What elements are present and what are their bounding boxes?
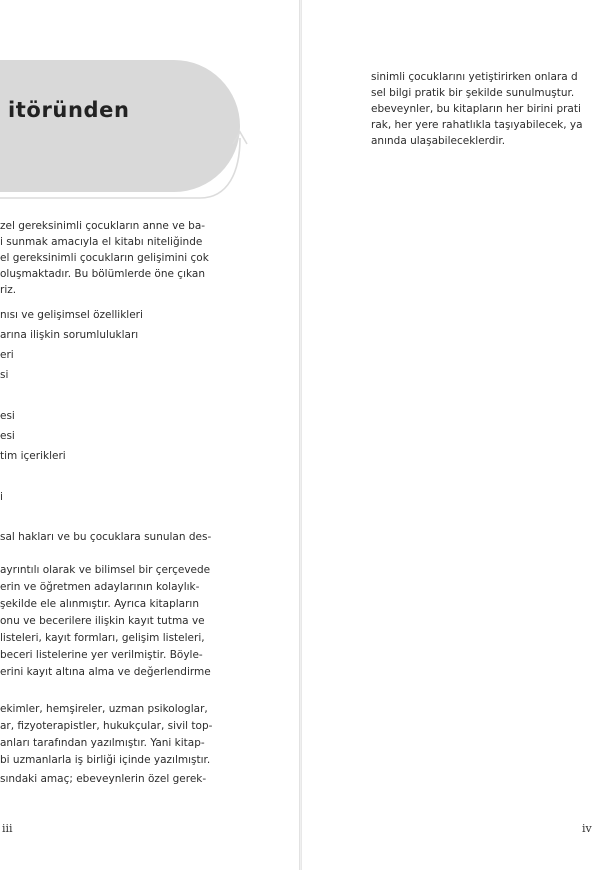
text-line: ayrıntılı olarak ve bilimsel bir çerçevede bbox=[0, 564, 211, 576]
text-line: beceri listelerine yer verilmiştir. Böyle- bbox=[0, 649, 203, 661]
text-line: i sunmak amacıyla el kitabı niteliğinde bbox=[0, 236, 203, 248]
text-line: ebeveynler, bu kitapların her birini prati bbox=[371, 103, 581, 115]
text-line: sındaki amaç; ebeveynlerin özel gerek- bbox=[0, 773, 207, 785]
text-line: sel bilgi pratik bir şekilde sunulmuştur. bbox=[371, 87, 575, 99]
text-line: oluşmaktadır. Bu bölümlerde öne çıkan bbox=[0, 268, 205, 280]
text-line: zel gereksinimli çocukların anne ve ba- bbox=[0, 220, 206, 232]
right-page bbox=[302, 0, 600, 870]
text-line: erin ve öğretmen adaylarının kolaylık- bbox=[0, 581, 200, 593]
page-number: iii bbox=[2, 822, 13, 835]
list-item: sal hakları ve bu çocuklara sunulan des- bbox=[0, 531, 212, 543]
list-item: esi bbox=[0, 410, 15, 422]
list-item: i bbox=[0, 491, 3, 503]
list-item: arına ilişkin sorumlulukları bbox=[0, 329, 139, 341]
curved-arrow-icon bbox=[0, 120, 300, 210]
list-item: esi bbox=[0, 430, 15, 442]
text-line: ekimler, hemşireler, uzman psikologlar, bbox=[0, 703, 208, 715]
text-line: sinimli çocuklarını yetiştirirken onlara d bbox=[371, 71, 578, 83]
text-line: bi uzmanlarla iş birliği içinde yazılmıştır. bbox=[0, 754, 211, 766]
chapter-heading: itöründen bbox=[8, 98, 130, 122]
list-item: eri bbox=[0, 349, 14, 361]
text-line: rak, her yere rahatlıkla taşıyabilecek, ya bbox=[371, 119, 583, 131]
text-line: anında ulaşabileceklerdir. bbox=[371, 135, 506, 147]
list-item: nısı ve gelişimsel özellikleri bbox=[0, 309, 143, 321]
text-line: el gereksinimli çocukların gelişimini çok bbox=[0, 252, 209, 264]
list-item: si bbox=[0, 369, 9, 381]
text-line: şekilde ele alınmıştır. Ayrıca kitapların bbox=[0, 598, 200, 610]
text-line: onu ve becerilere ilişkin kayıt tutma ve bbox=[0, 615, 205, 627]
text-line: riz. bbox=[0, 284, 17, 296]
list-item: tim içerikleri bbox=[0, 450, 66, 462]
text-line: listeleri, kayıt formları, gelişim listeleri, bbox=[0, 632, 205, 644]
page-number: iv bbox=[582, 822, 592, 835]
text-line: erini kayıt altına alma ve değerlendirme bbox=[0, 666, 211, 678]
text-line: anları tarafından yazılmıştır. Yani kitap- bbox=[0, 737, 205, 749]
text-line: ar, fizyoterapistler, hukukçular, sivil top- bbox=[0, 720, 213, 732]
